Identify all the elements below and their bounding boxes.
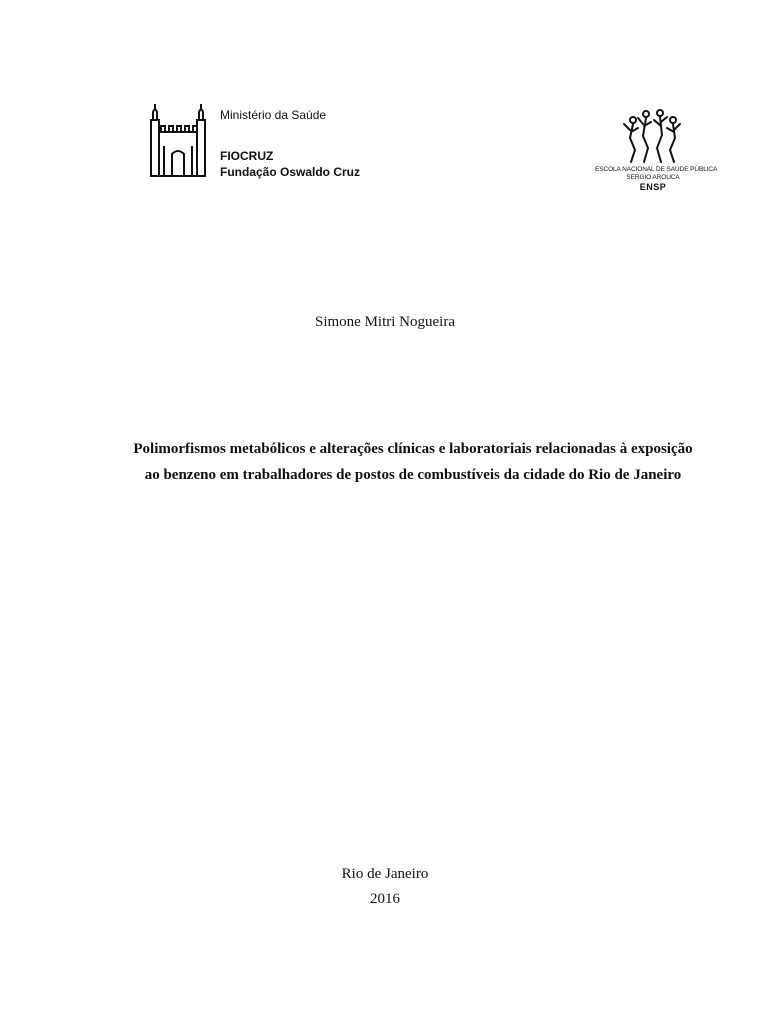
city-label: Rio de Janeiro	[341, 866, 429, 882]
year-label: 2016	[370, 891, 400, 907]
fiocruz-label: FIOCRUZ	[220, 149, 274, 163]
ensp-figures-icon	[622, 108, 684, 166]
fiocruz-castle-icon	[146, 102, 210, 180]
author-name: Simone Mitri Nogueira	[315, 314, 455, 330]
ensp-sub-line: SERGIO AROUCA	[626, 174, 680, 181]
fiocruz-logo	[146, 102, 376, 180]
fundacao-label: Fundação Oswaldo Cruz	[220, 165, 361, 179]
ensp-abbr: ENSP	[639, 182, 667, 192]
thesis-title: Polimorfismos metabólicos e alterações clínicas e laboratoriais relacionadas à exposição ao benzeno em trabalhadores de postos de combustíveis da cidade do Rio de Janeiro	[133, 441, 693, 483]
ensp-logo	[595, 108, 718, 200]
ministry-label: Ministério da Saúde	[220, 108, 327, 122]
ensp-name-line: ESCOLA NACIONAL DE SAÚDE PÚBLICA	[595, 166, 718, 173]
